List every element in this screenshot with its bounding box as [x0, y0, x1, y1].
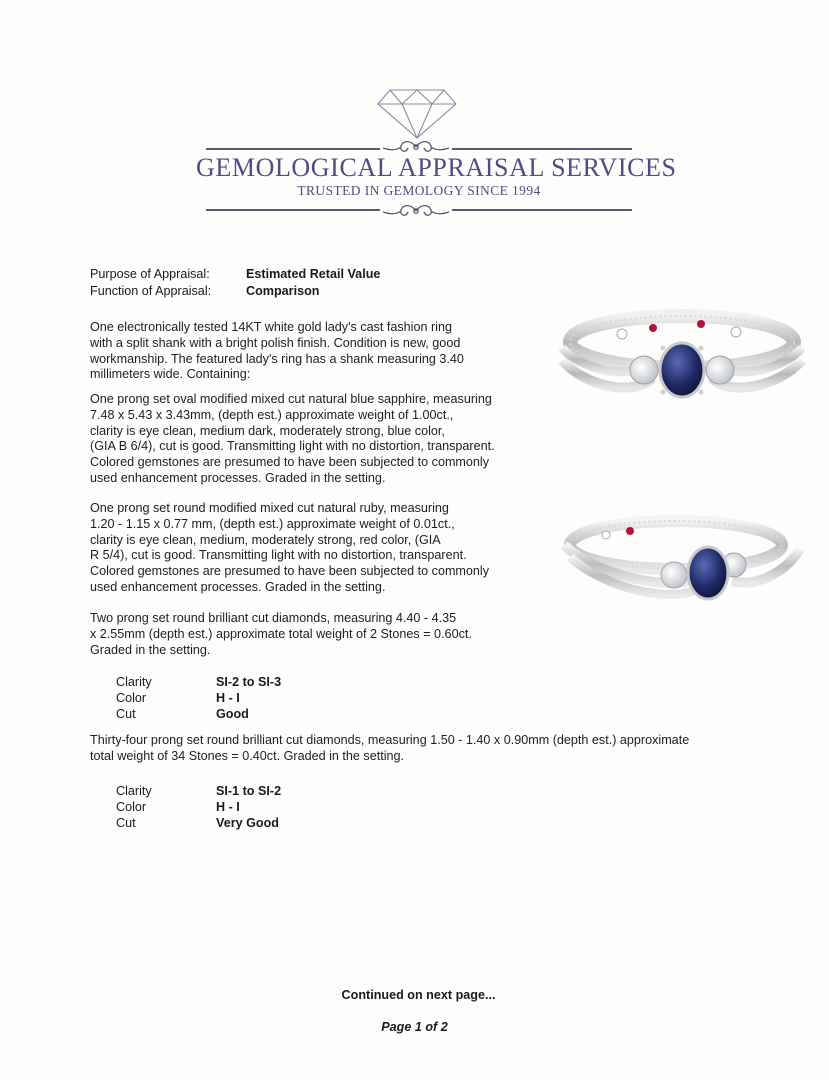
ring-photo-side-view	[556, 505, 808, 623]
text-line: Colored gemstones are presumed to have been subjected to commonly	[90, 564, 490, 579]
ring-description	[90, 320, 464, 383]
ruby-description	[90, 501, 489, 596]
ring-photo-top-view	[556, 300, 808, 418]
sapphire-description	[90, 392, 495, 487]
text-line: millimeters wide. Containing:	[90, 367, 251, 382]
function-value: Comparison	[246, 284, 320, 298]
text-line: One prong set oval modified mixed cut natural blue sapphire, measuring	[90, 392, 492, 406]
company-name: GEMOLOGICAL APPRAISAL SERVICES	[196, 153, 677, 182]
text-line: x 2.55mm (depth est.) approximate total weight of 2 Stones = 0.60ct.	[90, 626, 472, 641]
function-label: Function of Appraisal:	[90, 284, 212, 298]
text-line: with a split shank with a bright polish finish. Condition is new, good	[90, 335, 461, 350]
two-diamonds-description	[90, 611, 472, 658]
header-rule	[452, 209, 632, 211]
text-line: clarity is eye clean, medium, moderately strong, red color, (GIA	[90, 532, 441, 547]
two-diamonds-grading	[116, 674, 376, 722]
text-line: workmanship. The featured lady's ring has a shank measuring 3.40	[90, 351, 464, 366]
continued-note: Continued on next page...	[341, 988, 496, 1002]
scroll-ornament-icon	[381, 200, 451, 222]
text-line: Two prong set round brilliant cut diamonds, measuring 4.40 - 4.35	[90, 611, 457, 625]
text-line: clarity is eye clean, medium dark, moderately strong, blue color,	[90, 423, 445, 438]
text-line: One electronically tested 14KT white gold lady's cast fashion ring	[90, 320, 452, 334]
grading-value: H - I	[216, 800, 240, 814]
text-line: total weight of 34 Stones = 0.40ct. Graded in the setting.	[90, 748, 404, 763]
grading-name: Color	[116, 691, 147, 705]
grading-name: Cut	[116, 707, 136, 721]
diamond-icon	[376, 84, 458, 140]
grading-row	[116, 674, 376, 690]
text-line: used enhancement processes. Graded in the setting.	[90, 579, 386, 594]
grading-row	[116, 799, 376, 815]
grading-name: Cut	[116, 816, 136, 830]
text-line: One prong set round modified mixed cut natural ruby, measuring	[90, 501, 449, 515]
text-line: (GIA B 6/4), cut is good. Transmitting light with no distortion, transparent.	[90, 439, 495, 454]
text-line: R 5/4), cut is good. Transmitting light with no distortion, transparent.	[90, 548, 467, 563]
grading-value: Good	[216, 707, 249, 721]
grading-row	[116, 783, 376, 799]
text-line: used enhancement processes. Graded in the setting.	[90, 470, 386, 485]
company-tagline: TRUSTED IN GEMOLOGY SINCE 1994	[297, 183, 541, 198]
header-rule	[206, 148, 380, 150]
grading-value: SI-1 to SI-2	[216, 784, 282, 798]
accent-diamonds-grading	[116, 783, 376, 831]
grading-name: Clarity	[116, 784, 152, 798]
text-line: Colored gemstones are presumed to have been subjected to commonly	[90, 455, 490, 470]
purpose-value: Estimated Retail Value	[246, 267, 381, 281]
grading-row	[116, 690, 376, 706]
purpose-label: Purpose of Appraisal:	[90, 267, 210, 281]
grading-value: H - I	[216, 691, 240, 705]
text-line: 1.20 - 1.15 x 0.77 mm, (depth est.) approximate weight of 0.01ct.,	[90, 516, 455, 531]
page-number: Page 1 of 2	[381, 1020, 448, 1034]
grading-value: SI-2 to SI-3	[216, 675, 282, 689]
header-rule	[206, 209, 380, 211]
grading-name: Color	[116, 800, 147, 814]
accent-diamonds-description	[90, 733, 790, 765]
grading-value: Very Good	[216, 816, 279, 830]
grading-row	[116, 815, 376, 831]
grading-name: Clarity	[116, 675, 152, 689]
header-rule	[452, 148, 632, 150]
text-line: 7.48 x 5.43 x 3.43mm, (depth est.) approximate weight of 1.00ct.,	[90, 407, 454, 422]
text-line: Graded in the setting.	[90, 642, 211, 657]
grading-row	[116, 706, 376, 722]
text-line: Thirty-four prong set round brilliant cut diamonds, measuring 1.50 - 1.40 x 0.90mm (depth est.) approximate	[90, 733, 690, 747]
